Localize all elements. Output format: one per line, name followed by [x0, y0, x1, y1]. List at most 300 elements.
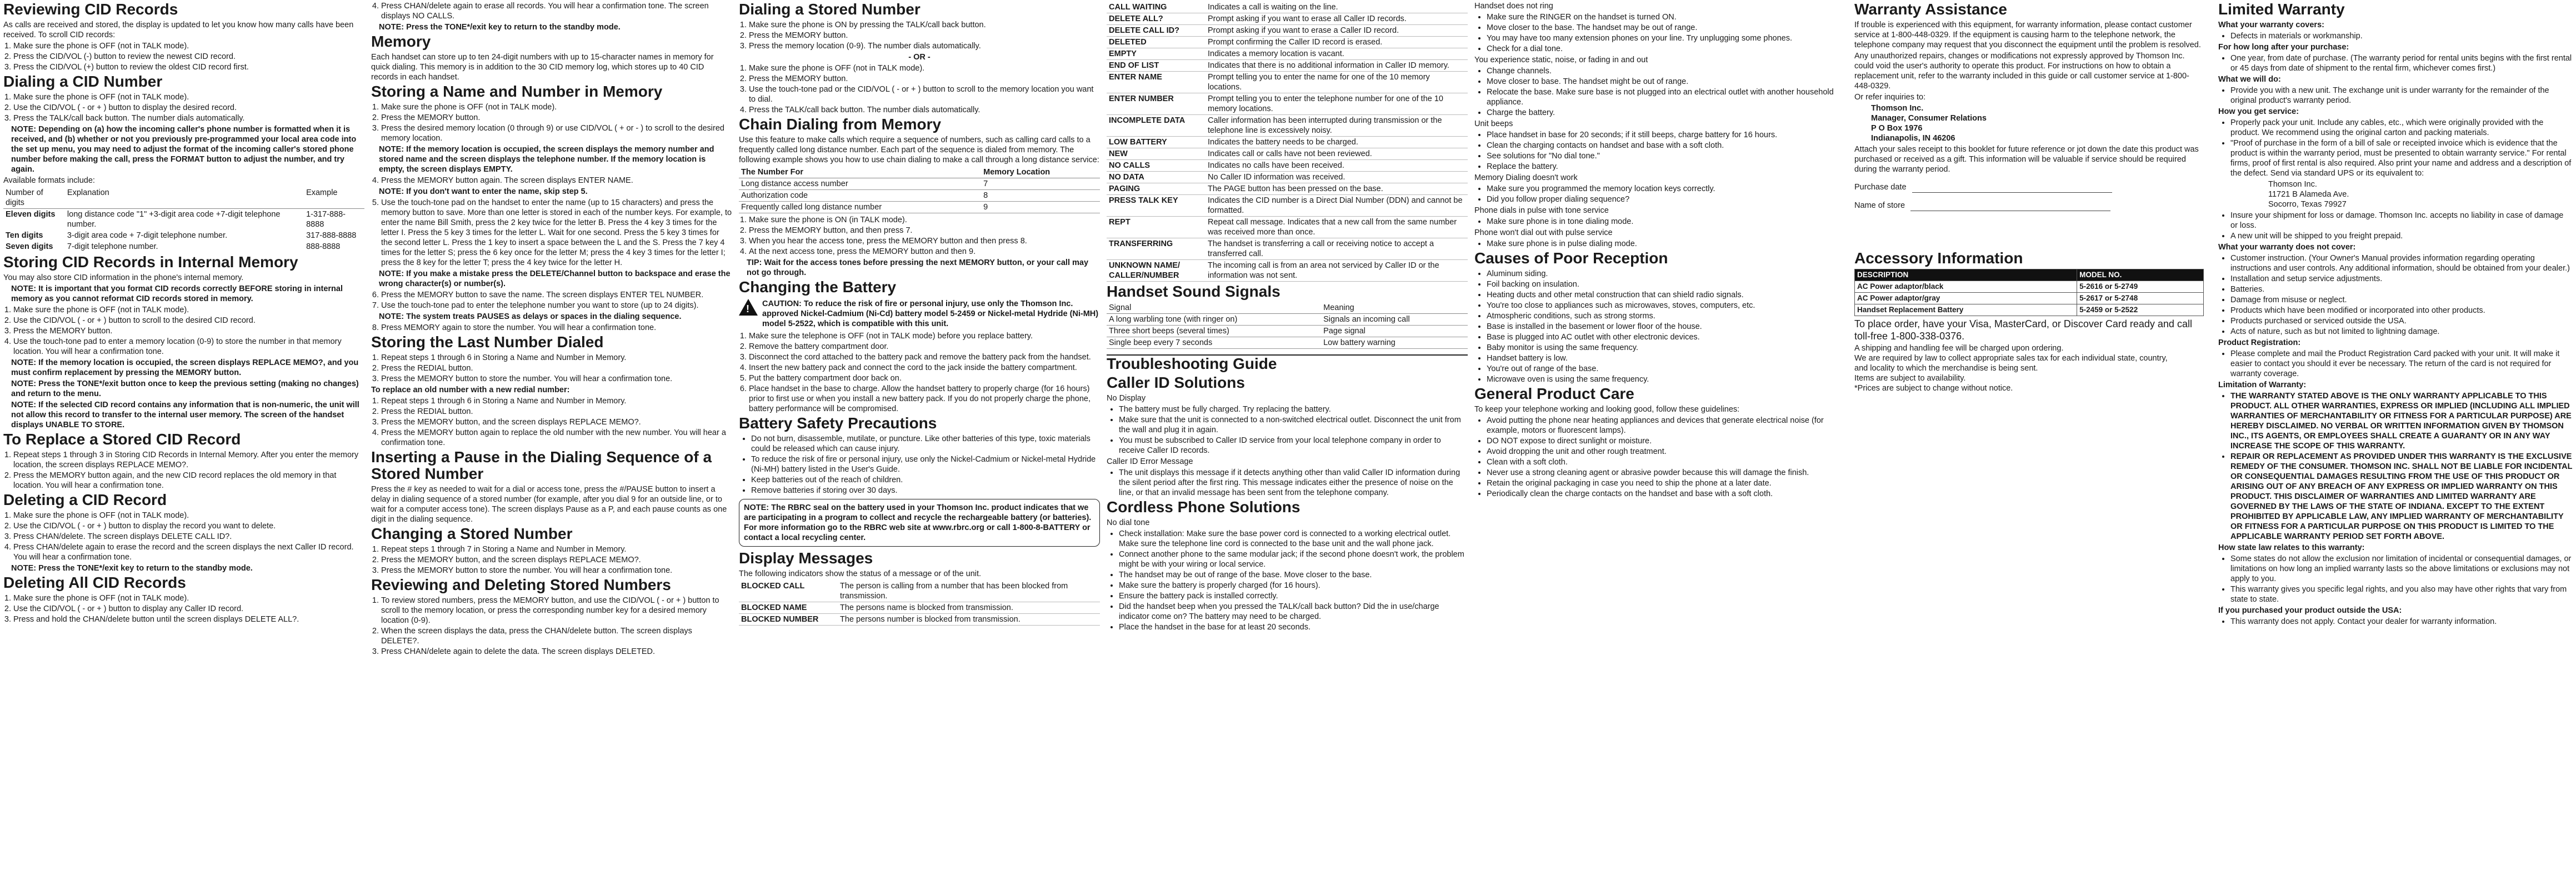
cell: 1-317-888-8888 — [306, 210, 346, 229]
no-ring-items — [1474, 12, 1835, 54]
list-item: • Make sure phone is in tone dialing mode. — [1487, 217, 1835, 227]
how-long-label: For how long after your purchase: — [2218, 43, 2349, 52]
list-item: 2. Use the CID/VOL ( - or + ) button to display any Caller ID record. — [13, 604, 364, 614]
list-item: • The unit displays this message if it detects anything other than valid Caller ID information during the silent period after the first ring. This message indicates either the presence of noise on the line, or that an invalid message has been sent from the telephone company. — [1119, 468, 1468, 498]
no-ring-label: Handset does not ring — [1474, 2, 1553, 11]
cell: Ten digits — [6, 231, 43, 240]
store-note-1: NOTE: It is important that you format CID records correctly BEFORE storing in internal memory as you cannot reformat CID records stored in memory. — [11, 284, 343, 303]
list-item: • Clean with a soft cloth. — [1487, 457, 1835, 467]
review-intro: As calls are received and stored, the display is updated to let you know how many calls have been received. To scroll CID records: — [3, 21, 354, 39]
list-item: 3. Press the memory location (0-9). The number dials automatically. — [749, 41, 1100, 51]
list-item: 4. Use the touch-tone pad to enter a memory location (0-9) to store the number in that memory location. You will hear a confirmation tone. — [13, 337, 364, 357]
list-item: 3. Disconnect the cord attached to the battery pack and remove the battery pack from the handset. — [749, 352, 1100, 362]
fine-print-line: Items are subject to availability. — [1854, 374, 1966, 383]
last-steps-2 — [371, 396, 732, 448]
fine-print-line: We are required by law to collect appropriate sales tax for each individual state, country, — [1854, 354, 2168, 363]
list-item: • Insure your shipment for loss or damage. Thomson Inc. accepts no liability in case of damage or loss. — [2230, 211, 2573, 231]
rbrc-note: NOTE: The RBRC seal on the battery used in your Thomson Inc. product indicates that we are participating in a program to collect and recycle the rechargeable battery (or batteries). For more information go to the RBRC web site at www.rbrc.org or call 1-800-8-BATTERY or contact a local recycling center. — [739, 499, 1100, 547]
table-row — [1107, 72, 1468, 93]
list-item: 3. Press and hold the CHAN/delete button until the screen displays DELETE ALL?. — [13, 614, 364, 624]
tone-label: Phone dials in pulse with tone service — [1474, 206, 1609, 215]
cell: Eleven digits — [6, 210, 56, 219]
column-2 — [368, 0, 736, 880]
care-title: General Product Care — [1474, 385, 1634, 402]
table-row — [739, 202, 1100, 213]
delall-step-4 — [371, 1, 732, 21]
list-item: 5. Use the touch-tone pad on the handset to enter the name (up to 15 characters) and press the memory button to save. More than one letter is stored in each of the number keys. For example, to enter the name Bill Smith, press the 2 key twice for the letter B. Press the 4 key 3 times for the letter I. Press the 5 key 3 times for the letter L. Wait for one second. Press the 5 key 3 times for the second letter L. Press the 1 key to insert a space between the L and the S. Press the 7 key 4 times for the letter S; press the 6 key once for the letter M; press the 4 key 3 times for the letter I; press the 8 key for the letter T; press the 4 key twice for the letter H. — [381, 198, 732, 268]
list-item: 2. Press the MEMORY button. — [749, 74, 1100, 84]
list-item: • Make sure the RINGER on the handset is turned ON. — [1487, 12, 1835, 22]
refer-label: Or refer inquiries to: — [1854, 93, 1926, 102]
cell: Prompt asking if you want to erase a Caller ID record. — [1206, 25, 1468, 37]
dial-steps — [3, 92, 364, 123]
caution-block — [739, 298, 1100, 330]
list-item: 1. Repeat steps 1 through 6 in Storing a Name and Number in Memory. — [381, 353, 732, 363]
list-item: • This warranty gives you specific legal rights, and you also may have other rights that vary from state to state. — [2230, 584, 2573, 604]
delete-title: Deleting a CID Record — [3, 491, 167, 508]
cid-solutions-title: Caller ID Solutions — [1107, 374, 1245, 391]
no-display-items — [1107, 404, 1468, 456]
cell: 7-digit telephone number. — [67, 242, 158, 251]
table-row — [1107, 93, 1468, 115]
table-row — [1855, 281, 2204, 293]
how-get-items — [2218, 118, 2573, 178]
order-fine-print — [1854, 343, 2204, 393]
static-items — [1474, 66, 1835, 118]
store-intro: You may also store CID information in the phone's internal memory. — [3, 273, 244, 282]
list-item: • Microwave oven is using the same frequency. — [1487, 374, 1835, 384]
list-item: • Defects in materials or workmanship. — [2230, 31, 2573, 41]
cell: EMPTY — [1107, 48, 1206, 60]
table-row — [1107, 13, 1468, 25]
display-title: Display Messages — [739, 549, 873, 567]
column-6 — [1839, 0, 2207, 880]
list-item: • See solutions for "No dial tone." — [1487, 151, 1835, 161]
list-item: 3. Press the MEMORY button to store the number. You will hear a confirmation tone. — [381, 374, 732, 384]
change-steps — [371, 544, 732, 576]
cell: 9 — [981, 202, 1100, 213]
list-item: • To reduce the risk of fire or personal injury, use only the Nickel-Cadmium or Nickel-metal Hydride (Ni-MH) battery listed in the User's Guide. — [751, 454, 1100, 474]
list-item: • Move closer to base. The handset might be out of range. — [1487, 77, 1835, 87]
formats-head-exp: Explanation — [65, 187, 304, 209]
acc-head-model: MODEL NO. — [2077, 269, 2204, 281]
cell: DELETE ALL? — [1107, 13, 1206, 25]
cell: Indicates the CID number is a Direct Dial Number (DDN) and cannot be formatted. — [1206, 195, 1468, 217]
list-item: • Avoid putting the phone near heating appliances and devices that generate electrical noise (for example, motors or fluorescent lamps). — [1487, 416, 1835, 436]
cell: DELETED — [1107, 37, 1206, 48]
covers-label: What your warranty covers: — [2218, 21, 2324, 29]
replace-steps — [3, 450, 364, 491]
cell: Indicates the battery needs to be charged. — [1206, 137, 1468, 148]
not-cover-items — [2218, 253, 2573, 337]
list-item: • Do not burn, disassemble, mutilate, or puncture. Like other batteries of this type, toxic materials could be released which can cause injury. — [751, 434, 1100, 454]
fine-print-line: *Prices are subject to change without notice. — [1854, 384, 2013, 393]
table-row — [1107, 137, 1468, 148]
table-row — [1107, 260, 1468, 282]
list-item: • Damage from misuse or neglect. — [2230, 295, 2573, 305]
we-do-items — [2218, 86, 2573, 106]
dial-title: Dialing a CID Number — [3, 73, 163, 90]
list-item: 2. Press the CID/VOL (-) button to review the newest CID record. — [13, 52, 364, 62]
list-item: • Products which have been modified or incorporated into other products. — [2230, 306, 2573, 316]
cell: Three short beeps (several times) — [1107, 326, 1321, 337]
list-item: • REPAIR OR REPLACEMENT AS PROVIDED UNDER THIS WARRANTY IS THE EXCLUSIVE REMEDY OF THE CONSUMER. THOMSON INC. SHALL NOT BE LIABLE FOR INCIDENTAL OR CONSEQUENTIAL DAMAGES RESULTING FROM THE USE OF THIS PRODUCT OR ARISING OUT OF ANY BREACH OF ANY EXPRESS OR IMPLIED WARRANTY ON THIS PRODUCT. THIS DISCLAIMER OF WARRANTIES AND LIMITED WARRANTY ARE GOVERNED BY THE LAWS OF THE STATE OF INDIANA. EXCEPT TO THE EXTENT PROHIBITED BY APPLICABLE LAW, ANY IMPLIED WARRANTY OF MERCHANTABILITY OR FITNESS FOR A PARTICULAR PURPOSE ON THIS PRODUCT IS LIMITED TO THE APPLICABLE WARRANTY PERIOD SET FORTH ABOVE. — [2230, 452, 2573, 542]
table-row — [1107, 326, 1468, 337]
table-row — [1107, 148, 1468, 160]
list-item: 1. Make sure the phone is OFF (not in TALK mode). — [13, 92, 364, 102]
acc-head-desc: DESCRIPTION — [1855, 269, 2077, 281]
table-row — [3, 209, 364, 231]
cell: AC Power adaptor/black — [1855, 281, 2077, 293]
list-item: 6. Press the MEMORY button to save the name. The screen displays ENTER TEL NUMBER. — [381, 290, 732, 300]
display-table-a — [739, 581, 1100, 626]
column-5 — [1471, 0, 1839, 880]
cell: Indicates call or calls have not been reviewed. — [1206, 148, 1468, 160]
cell: BLOCKED NAME — [739, 602, 838, 614]
list-item: 2. Press the MEMORY button, and then press 7. — [749, 226, 1100, 236]
reg-items — [2218, 349, 2573, 379]
storing-steps — [371, 102, 732, 143]
column-1 — [0, 0, 368, 880]
list-item: 3. When you hear the access tone, press the MEMORY button and then press 8. — [749, 236, 1100, 246]
cell: Prompt confirming the Caller ID record is erased. — [1206, 37, 1468, 48]
list-item: 3. Press the desired memory location (0 through 9) or use CID/VOL ( + or - ) to scroll to the desired memory location. — [381, 123, 732, 143]
cell: 3-digit area code + 7-digit telephone number. — [67, 231, 228, 240]
cell: PRESS TALK KEY — [1107, 195, 1206, 217]
list-item: 2. When the screen displays the data, press the CHAN/delete button. The screen displays DELETE?. — [381, 626, 732, 646]
table-row — [739, 190, 1100, 202]
delall-steps — [3, 593, 364, 624]
we-do-label: What we will do: — [2218, 75, 2281, 84]
list-item: 1. Make sure the phone is OFF (not in TALK mode). — [13, 305, 364, 315]
chain-intro: Use this feature to make calls which require a sequence of numbers, such as calling card calls to a frequently called long distance number. Each part of the sequence is dialed from memory. The following example shows you how to use chain dialing to make a call through a long distance service: — [739, 136, 1099, 164]
list-item: • You must be subscribed to Caller ID service from your local telephone company in order to receive Caller ID records. — [1119, 436, 1468, 456]
list-item: • Make sure that the unit is connected to a non-switched electrical outlet. Disconnect the unit from the wall and plug it in again. — [1119, 415, 1468, 435]
store-name-label: Name of store — [1854, 201, 1905, 210]
how-long-items — [2218, 53, 2573, 73]
list-item: 1. Make sure the phone is ON by pressing the TALK/call back button. — [749, 20, 1100, 30]
table-row — [1107, 238, 1468, 260]
attach-text: Attach your sales receipt to this booklet for future reference or jot down the date this product was purchased or received as a gift. This information will be valuable if service should be required during the warranty period. — [1854, 145, 2199, 174]
last-title: Storing the Last Number Dialed — [371, 333, 604, 351]
cell: INCOMPLETE DATA — [1107, 115, 1206, 137]
outside-label: If you purchased your product outside the USA: — [2218, 606, 2402, 615]
list-item: 2. Use the CID/VOL ( - or + ) button to scroll to the desired CID record. — [13, 316, 364, 326]
cell: 5-2617 or 5-2748 — [2077, 293, 2204, 304]
table-row — [1107, 37, 1468, 48]
list-item: • Batteries. — [2230, 284, 2573, 294]
limit-label: Limitation of Warranty: — [2218, 381, 2307, 389]
list-item: • Heating ducts and other metal construction that can shield radio signals. — [1487, 290, 1835, 300]
list-item: 1. Make sure the telephone is OFF (not in TALK mode) before you replace battery. — [749, 331, 1100, 341]
table-row — [1107, 2, 1468, 13]
list-item: • Relocate the base. Make sure base is not plugged into an electrical outlet with another household appliance. — [1487, 87, 1835, 107]
review-title: Reviewing CID Records — [3, 1, 178, 18]
list-item: 3. Press the MEMORY button. — [13, 326, 364, 336]
list-item: 1. To review stored numbers, press the MEMORY button, and use the CID/VOL ( - or + ) button to scroll to the memory location, or press the corresponding number key for a desired memory location (0-9). — [381, 596, 732, 626]
list-item: 3. Press CHAN/delete. The screen displays DELETE CALL ID?. — [13, 532, 364, 542]
list-item: • Keep batteries out of the reach of children. — [751, 475, 1100, 485]
list-item: 3. Press the CID/VOL (+) button to review the oldest CID record first. — [13, 62, 364, 72]
reg-label: Product Registration: — [2218, 338, 2301, 347]
cell: No Caller ID information was received. — [1206, 172, 1468, 183]
list-item: • Products purchased or serviced outside the USA. — [2230, 316, 2573, 326]
formats-label: Available formats include: — [3, 176, 95, 185]
list-item: 7. Use the touch-tone pad to enter the telephone number you want to store (up to 24 digits). — [381, 301, 732, 311]
list-item: 1. Make sure the phone is OFF (not in TALK mode). — [13, 593, 364, 603]
list-item: • DO NOT expose to direct sunlight or moisture. — [1487, 436, 1835, 446]
list-item: • Periodically clean the charge contacts on the handset and base with a soft cloth. — [1487, 489, 1835, 499]
storing-step-8 — [371, 323, 732, 333]
table-row — [1107, 217, 1468, 238]
list-item: • Acts of nature, such as but not limited to lightning damage. — [2230, 327, 2573, 337]
dialing-steps — [739, 20, 1100, 51]
tone-items — [1474, 217, 1835, 227]
or-divider: - OR - — [908, 53, 931, 62]
table-row — [3, 230, 364, 241]
store-name-row — [1854, 201, 2204, 211]
column-7 — [2207, 0, 2576, 880]
list-item: • Foil backing on insulation. — [1487, 279, 1835, 289]
service-address — [2268, 179, 2573, 209]
sounds-table — [1107, 302, 1468, 349]
store-steps — [3, 305, 364, 357]
table-row — [739, 602, 1100, 614]
cell: Authorization code — [739, 190, 981, 202]
table-row — [1107, 60, 1468, 72]
list-item: • Base is plugged into AC outlet with other electronic devices. — [1487, 332, 1835, 342]
purchase-date-label: Purchase date — [1854, 183, 1907, 192]
list-item: • The battery must be fully charged. Try replacing the battery. — [1119, 404, 1468, 414]
delete-note: NOTE: Press the TONE*/exit key to return to the standby mode. — [11, 564, 253, 573]
store-title: Storing CID Records in Internal Memory — [3, 253, 298, 271]
trouble-title: Troubleshooting Guide — [1107, 354, 1468, 372]
list-item: • Make sure you programmed the memory location keys correctly. — [1487, 184, 1835, 194]
list-item: • Charge the battery. — [1487, 108, 1835, 118]
cell: Signals an incoming call — [1321, 314, 1468, 326]
list-item: 1. Make sure the phone is ON (in TALK mode). — [749, 215, 1100, 225]
how-get-items-2 — [2218, 211, 2573, 241]
cell: Prompt telling you to enter the name for one of the 10 memory locations. — [1206, 72, 1468, 93]
list-item: 3. Press the MEMORY button to store the number. You will hear a confirmation tone. — [381, 566, 732, 576]
list-item: • Did the handset beep when you pressed the TALK/call back button? Did the in use/charge indicator come on? The battery may need to be charged. — [1119, 602, 1468, 622]
list-item: • Replace the battery. — [1487, 162, 1835, 172]
cell: The incoming call is from an area not serviced by Caller ID or the information was not sent. — [1206, 260, 1468, 282]
covers-items — [2218, 31, 2573, 41]
sounds-head-meaning: Meaning — [1321, 302, 1468, 314]
memory-intro: Each handset can store up to ten 24-digit numbers with up to 15-character names in memory for quick dialing. This memory is in addition to the 30 CID memory log, which stores up to 40 CID records in each handset. — [371, 53, 714, 82]
list-item: 2. Remove the battery compartment door. — [749, 342, 1100, 352]
cell: 7 — [981, 178, 1100, 190]
state-label: How state law relates to this warranty: — [2218, 543, 2365, 552]
fine-print-line: and locality to which the merchandise is being sent. — [1854, 364, 2038, 373]
formats-head-digits: Number of digits — [3, 187, 65, 209]
beep-items — [1474, 130, 1835, 172]
cell: A long warbling tone (with ringer on) — [1107, 314, 1321, 326]
address-line: Thomson Inc. — [1871, 104, 1924, 113]
cell: Single beep every 7 seconds — [1107, 337, 1321, 349]
list-item: • Move closer to the base. The handset may be out of range. — [1487, 23, 1835, 33]
list-item: 4. Press the MEMORY button again. The screen displays ENTER NAME. — [381, 176, 732, 186]
chain-table — [739, 167, 1100, 213]
list-item: • Make sure the battery is properly charged (for 16 hours). — [1119, 581, 1468, 591]
cell: BLOCKED NUMBER — [739, 614, 838, 626]
not-cover-label: What your warranty does not cover: — [2218, 243, 2356, 252]
storing-note-4: NOTE: The system treats PAUSES as delays or spaces in the dialing sequence. — [379, 312, 682, 321]
no-dial-items — [1107, 529, 1468, 632]
sounds-head-signal: Signal — [1107, 302, 1321, 314]
cell: The persons name is blocked from transmission. — [838, 602, 1100, 614]
list-item: 3. Press CHAN/delete again to delete the data. The screen displays DELETED. — [381, 647, 732, 657]
chain-head-for: The Number For — [739, 167, 981, 178]
list-item: • THE WARRANTY STATED ABOVE IS THE ONLY WARRANTY APPLICABLE TO THIS PRODUCT. ALL OTHER WARRANTIES, EXPRESS OR IMPLIED (INCLUDING ALL IMPLIED WARRANTIES OF MERCHANTABILITY OR FITNESS FOR A PARTICULAR PURPOSE) ARE HEREBY DISCLAIMED. NO VERBAL OR WRITTEN INFORMATION GIVEN BY THOMSON INC., ITS AGENTS, OR EMPLOYEES SHALL CREATE A GUARANTY OR IN ANY WAY INCREASE THE SCOPE OF THIS WARRANTY. — [2230, 391, 2573, 451]
cid-error-label: Caller ID Error Message — [1107, 457, 1193, 466]
rev-title: Reviewing and Deleting Stored Numbers — [371, 576, 671, 593]
cell: Prompt asking if you want to erase all Caller ID records. — [1206, 13, 1468, 25]
delall-note: NOTE: Press the TONE*/exit key to return to the standby mode. — [379, 23, 621, 32]
list-item: • Connect another phone to the same modular jack; if the second phone doesn't work, the problem might be with your wiring or local service. — [1119, 549, 1468, 569]
list-item: • Avoid dropping the unit and other rough treatment. — [1487, 447, 1835, 457]
cell: UNKNOWN NAME/ CALLER/NUMBER — [1107, 260, 1206, 282]
storing-step-5 — [371, 198, 732, 268]
dialing-steps-2 — [739, 63, 1100, 115]
accessory-table — [1854, 269, 2204, 316]
list-item: • Aluminum siding. — [1487, 269, 1835, 279]
list-item: • Clean the charging contacts on handset and base with a soft cloth. — [1487, 141, 1835, 151]
list-item: • You're out of range of the base. — [1487, 364, 1835, 374]
battery-title: Changing the Battery — [739, 278, 897, 296]
pulse-label: Phone won't dial out with pulse service — [1474, 228, 1613, 237]
support-address — [1871, 103, 2204, 143]
table-row — [1107, 25, 1468, 37]
care-items — [1474, 416, 1835, 499]
mem-label: Memory Dialing doesn't work — [1474, 173, 1578, 182]
cell: Frequently called long distance number — [739, 202, 981, 213]
cell: END OF LIST — [1107, 60, 1206, 72]
list-item: • Ensure the battery pack is installed correctly. — [1119, 591, 1468, 601]
safety-title: Battery Safety Precautions — [739, 414, 937, 432]
table-row — [1855, 304, 2204, 316]
sounds-title: Handset Sound Signals — [1107, 283, 1281, 300]
cell: 317-888-8888 — [306, 231, 357, 240]
pulse-items — [1474, 239, 1835, 249]
list-item: • "Proof of purchase in the form of a bill of sale or receipted invoice which is evidence that the product is within the warranty period, must be presented to obtain warranty service." For rental firms, proof of first rental is also required. Also print your name and address and a description of the defect. Send via standard UPS or its equivalent to: — [2230, 138, 2573, 178]
cell: long distance code "1" +3-digit area code +7-digit telephone number. — [67, 210, 281, 229]
state-items — [2218, 554, 2573, 604]
list-item: 2. Press the MEMORY button again, and the new CID record replaces the old memory in that location. You will hear a confirmation tone. — [13, 471, 364, 491]
cell: Seven digits — [6, 242, 53, 251]
no-dial-label: No dial tone — [1107, 518, 1150, 527]
formats-head-ex: Example — [304, 187, 364, 209]
cell: 8 — [981, 190, 1100, 202]
list-item: • Check installation: Make sure the base power cord is connected to a working electrical outlet. Make sure the telephone line cord is connected to the base unit and the wall phone jack. — [1119, 529, 1468, 549]
cell: NO CALLS — [1107, 160, 1206, 172]
store-note-3: NOTE: Press the TONE*/exit button once to keep the previous setting (making no changes) and return to the menu. — [11, 379, 359, 398]
pause-text: Press the # key as needed to wait for a dial or access tone, press the #/PAUSE button to insert a delay in dialing sequence of a stored number (for example, after you dial 9 for an outside line, or to wait for a computer access tone). The screen displays Pause as a P, and each pause counts as one digit in the dialing sequence. — [371, 485, 727, 524]
order-text: To place order, have your Visa, MasterCard, or Discover Card ready and call toll-free 1-800-338-0376. — [1854, 318, 2192, 342]
list-item: • Place the handset in the base for at least 20 seconds. — [1119, 622, 1468, 632]
change-title: Changing a Stored Number — [371, 525, 573, 542]
list-item: 6. Place handset in the base to charge. Allow the handset battery to properly charge (for 16 hours) prior to first use or when you install a new battery pack. If you do not properly charge the phone, battery performance will be compromised. — [749, 384, 1100, 414]
list-item: 4. Press the MEMORY button again to replace the old number with the new number. You will hear a confirmation tone. — [381, 428, 732, 448]
purchase-date-field[interactable] — [1912, 182, 2112, 193]
memory-title: Memory — [371, 33, 431, 50]
poor-title: Causes of Poor Reception — [1474, 249, 1668, 267]
list-item: 3. Press the MEMORY button, and the screen displays REPLACE MEMO?. — [381, 417, 732, 427]
how-get-label: How you get service: — [2218, 107, 2299, 116]
chain-steps — [739, 215, 1100, 257]
chain-tip: TIP: Wait for the access tones before pressing the next MEMORY button, or your call may not go through. — [747, 258, 1089, 277]
caution-text: CAUTION: To reduce the risk of fire or personal injury, use only the Thomson Inc. approved Nickel-Cadmium (Ni-Cd) battery model 5-2459 or Nickel-metal Hydride (Ni-MH) model 5-2522, which is compatible with this unit. — [762, 299, 1099, 328]
table-row — [1107, 337, 1468, 349]
storing-step-4 — [371, 176, 732, 186]
table-row — [1107, 115, 1468, 137]
address-line: P O Box 1976 — [1871, 124, 1923, 133]
list-item: 1. Make sure the phone is OFF (not in TALK mode). — [13, 41, 364, 51]
cell: Indicates no calls have been received. — [1206, 160, 1468, 172]
table-row — [739, 581, 1100, 602]
list-item: 2. Use the CID/VOL ( - or + ) button to display the desired record. — [13, 103, 364, 113]
safety-items — [739, 434, 1100, 496]
cell: Repeat call message. Indicates that a new call from the same number was received more than once. — [1206, 217, 1468, 238]
storing-step-6-7 — [371, 290, 732, 311]
list-item: • Did you follow proper dialing sequence? — [1487, 194, 1835, 204]
list-item: 1. Repeat steps 1 through 7 in Storing a Name and Number in Memory. — [381, 544, 732, 554]
cid-error-items — [1107, 468, 1468, 498]
acc-title: Accessory Information — [1854, 249, 2023, 267]
poor-items — [1474, 269, 1835, 384]
rev-steps — [371, 596, 732, 657]
list-item: • This warranty does not apply. Contact your dealer for warranty information. — [2230, 617, 2573, 627]
table-row — [739, 178, 1100, 190]
cell: 5-2616 or 5-2749 — [2077, 281, 2204, 293]
list-item: • Place handset in base for 20 seconds; if it still beeps, charge battery for 16 hours. — [1487, 130, 1835, 140]
delete-steps — [3, 511, 364, 562]
list-item: • Make sure phone is in pulse dialing mode. — [1487, 239, 1835, 249]
mem-items — [1474, 184, 1835, 204]
list-item: • Check for a dial tone. — [1487, 44, 1835, 54]
cell: AC Power adaptor/gray — [1855, 293, 2077, 304]
table-row — [1107, 183, 1468, 195]
list-item: 2. Press the MEMORY button, and the screen displays REPLACE MEMO?. — [381, 555, 732, 565]
list-item: 1. Repeat steps 1 through 3 in Storing CID Records in Internal Memory. After you enter the memory location, the screen displays REPLACE MEMO?. — [13, 450, 364, 470]
dial-note: NOTE: Depending on (a) how the incoming caller's phone number is formatted when it is received, and (b) whether or not you previously pre-programmed your local area code into the set up menu, you may need to adjust the format of the incoming caller's stored phone number before making the call, press the FORMAT button to adjust the number, and try again. — [11, 125, 357, 174]
list-item: 4. Press CHAN/delete again to erase all records. You will hear a confirmation tone. The screen displays NO CALLS. — [381, 1, 732, 21]
list-item: • Base is installed in the basement or lower floor of the house. — [1487, 322, 1835, 332]
lw-title: Limited Warranty — [2218, 1, 2345, 18]
cell: BLOCKED CALL — [739, 581, 838, 602]
list-item: • You're too close to appliances such as microwaves, stoves, computers, etc. — [1487, 301, 1835, 311]
formats-table — [3, 187, 364, 252]
cell: TRANSFERRING — [1107, 238, 1206, 260]
address-line: Socorro, Texas 79927 — [2268, 200, 2347, 209]
list-item: • Never use a strong cleaning agent or abrasive powder because this will damage the finish. — [1487, 468, 1835, 478]
cell: Page signal — [1321, 326, 1468, 337]
list-item: • Please complete and mail the Product Registration Card packed with your unit. It will make it easier to contact you should it ever be necessary. The return of the card is not required for warranty coverage. — [2230, 349, 2573, 379]
cell: 5-2459 or 5-2522 — [2077, 304, 2204, 316]
list-item: • Change channels. — [1487, 66, 1835, 76]
no-display-label: No Display — [1107, 394, 1146, 403]
list-item: 4. At the next access tone, press the MEMORY button and then 9. — [749, 247, 1100, 257]
battery-steps — [739, 331, 1100, 414]
address-line: Thomson Inc. — [2268, 180, 2317, 189]
store-name-field[interactable] — [1910, 201, 2110, 211]
last-sub: To replace an old number with a new redial number: — [371, 386, 570, 394]
list-item: • Properly pack your unit. Include any cables, etc., which were originally provided with the product. We recommend using the original carton and packing materials. — [2230, 118, 2573, 138]
table-row — [3, 241, 364, 252]
cell: Long distance access number — [739, 178, 981, 190]
list-item: 2. Use the CID/VOL ( - or + ) button to display the record you want to delete. — [13, 521, 364, 531]
